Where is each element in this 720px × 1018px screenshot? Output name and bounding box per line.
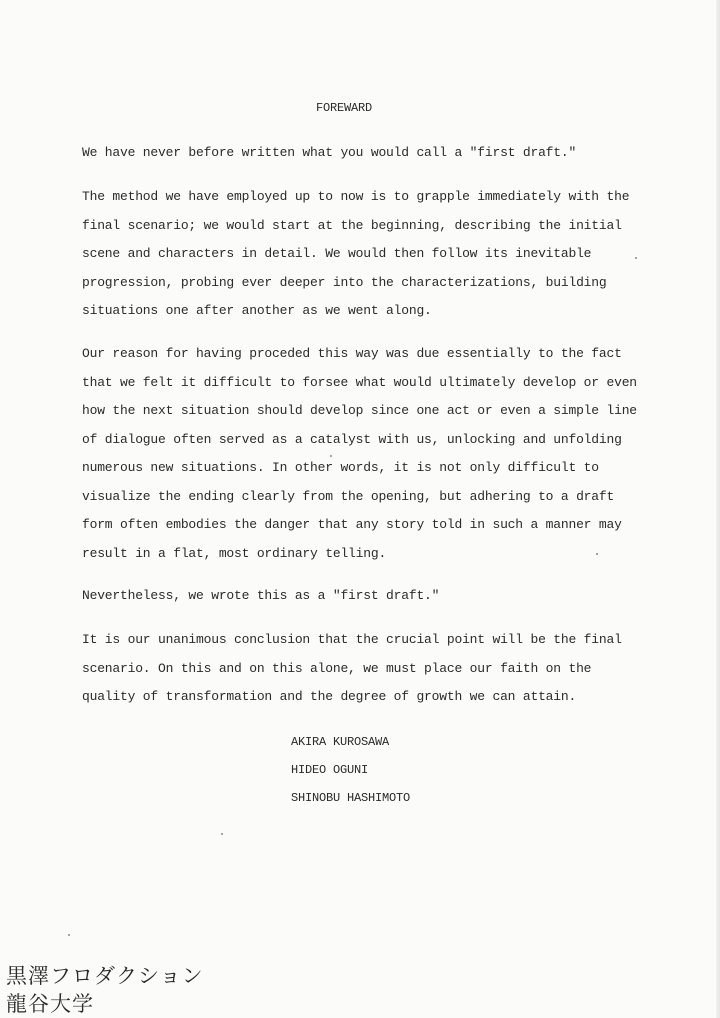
paragraph-1 <box>82 139 642 168</box>
signature-kurosawa: AKIRA KUROSAWA <box>291 735 390 749</box>
text-line: that we felt it difficult to forsee what would ultimately develop or even <box>82 374 637 390</box>
paper-speck <box>330 455 332 457</box>
paper-speck <box>68 934 70 936</box>
text-line: Our reason for having proceded this way was due essentially to the fact <box>82 346 622 361</box>
text-line: situations one after another as we went along. <box>82 303 432 318</box>
text-line: scene and characters in detail. We would then follow its inevitable <box>82 246 592 261</box>
text-line: final scenario; we would start at the beginning, describing the initial <box>82 217 622 233</box>
paper-speck <box>596 553 598 555</box>
text-line: Nevertheless, we wrote this as a "first draft." <box>82 588 440 603</box>
text-line: form often embodies the danger that any story told in such a manner may <box>82 517 622 532</box>
text-line: result in a flat, most ordinary telling. <box>82 545 387 561</box>
signature-oguni: HIDEO OGUNI <box>291 763 369 777</box>
text-line: scenario. On this and on this alone, we must place our faith on the <box>82 660 592 676</box>
text-line: We have never before written what you would call a "first draft." <box>82 145 577 160</box>
paper-speck <box>635 257 637 259</box>
paragraph-4 <box>82 582 642 611</box>
text-line: It is our unanimous conclusion that the crucial point will be the final <box>82 632 622 647</box>
paragraph-5 <box>82 626 642 712</box>
paragraph-2 <box>82 183 642 326</box>
paragraph-3 <box>82 340 642 568</box>
text-line: The method we have employed up to now is to grapple immediately with the <box>82 189 630 204</box>
text-line: progression, probing ever deeper into the characterizations, building <box>82 274 607 290</box>
text-line: visualize the ending clearly from the opening, but adhering to a draft <box>82 488 615 504</box>
page-title: FOREWARD <box>316 101 373 115</box>
signature-hashimoto: SHINOBU HASHIMOTO <box>291 791 411 805</box>
text-line: how the next situation should develop since one act or even a simple line <box>82 403 637 418</box>
text-line: of dialogue often served as a catalyst with us, unlocking and unfolding <box>82 431 622 447</box>
watermark-production: 黒澤フロダクション <box>6 964 204 988</box>
text-line: quality of transformation and the degree of growth we can attain. <box>82 689 577 704</box>
text-line: numerous new situations. In other words, it is not only difficult to <box>82 460 599 475</box>
watermark-university: 龍谷大学 <box>6 992 94 1016</box>
paper-speck <box>221 833 223 835</box>
